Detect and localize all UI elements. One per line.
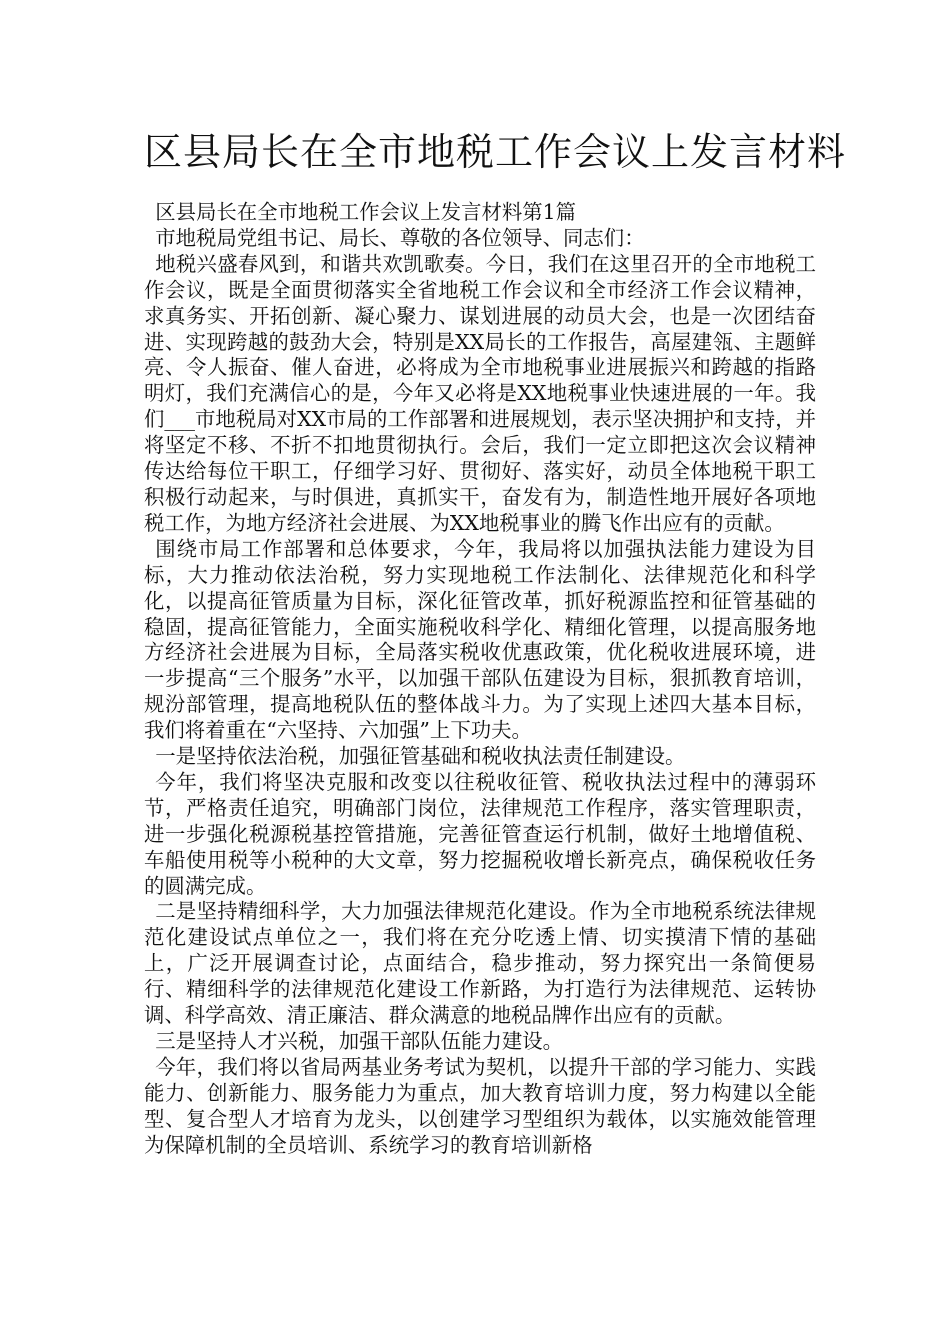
paragraph-goals: 围绕市局工作部署和总体要求，今年，我局将以加强执法能力建设为目标，大力推动依法治税，努力实现地税工作法制化、法律规范化和科学化，以提高征管质量为目标，深化征管改革，抓好税源监控和征管基础的稳固，提高征管能力，全面实施税收科学化、精细化管理，以提高服务地方经济社会进展为目标，全局落实税收优惠政策，优化税收进展环境，进一步提高“三个服务”水平，以加强干部队伍建设为目标，狠抓教育培训，规汾部管理，提高地税队伍的整体战斗力。为了实现上述四大基本目标，我们将着重在“六坚持、六加强”上下功夫。: [144, 536, 816, 743]
paragraph-salutation: 市地税局党组书记、局长、尊敬的各位领导、同志们：: [155, 225, 645, 250]
paragraph-point-three-heading: 三是坚持人才兴税，加强干部队伍能力建设。: [155, 1029, 564, 1053]
paragraph-opening: 地税兴盛春风到，和谐共欢凯歌奏。今日，我们在这里召开的全市地税工作会议，既是全面贯彻落实全省地税工作会议和全市经济工作会议精神，求真务实、开拓创新、凝心聚力、谋划进展的动员大会，也是一次团结奋进、实现跨越的鼓劲大会，特别是XX局长的工作报告，高屋建瓴、主题鲜亮、令人振奋、催人奋进，必将成为全市地税事业进展振兴和跨越的指路明灯，我们充满信心的是，今年又必将是XX地税事业快速进展的一年。我们___市地税局对XX市局的工作部署和进展规划，表示坚决拥护和支持，并将坚定不移、不折不扣地贯彻执行。会后，我们一定立即把这次会议精神传达给每位干职工，仔细学习好、贯彻好、落实好，动员全体地税干职工积极行动起来，与时俱进，真抓实干，奋发有为，制造性地开展好各项地税工作，为地方经济社会进展、为XX地税事业的腾飞作出应有的贡献。: [144, 251, 816, 535]
document-title: 区县局长在全市地税工作会议上发言材料: [144, 130, 847, 174]
paragraph-point-one-body: 今年，我们将坚决克服和改变以往税收征管、税收执法过程中的薄弱环节，严格责任追究，明确部门岗位，法律规范工作程序，落实管理职责，进一步强化税源税基控管措施，完善征管查运行机制，做好土地增值税、车船使用税等小税种的大文章，努力挖掘税收增长新亮点，确保税收任务的圆满完成。: [144, 769, 816, 898]
paragraph-point-three-body: 今年，我们将以省局两基业务考试为契机，以提升干部的学习能力、实践能力、创新能力、服务能力为重点，加大教育培训力度，努力构建以全能型、复合型人才培育为龙头，以创建学习型组织为载体，以实施效能管理为保障机制的全员培训、系统学习的教育培训新格: [144, 1054, 816, 1157]
document-body: [144, 200, 816, 1159]
paragraph-point-one-heading: 一是坚持依法治税，加强征管基础和税收执法责任制建设。: [155, 744, 686, 769]
paragraph-section-heading: 区县局长在全市地税工作会议上发言材料第1篇: [155, 200, 577, 224]
paragraph-point-two: 二是坚持精细科学，大力加强法律规范化建设。作为全市地税系统法律规范化建设试点单位之一，我们将在充分吃透上情、切实摸清下情的基础上，广泛开展调查讨论，点面结合，稳步推动，努力探究出一条简便易行、精细科学的法律规范化建设工作新路，为打造行为法律规范、运转协调、科学高效、清正廉洁、群众满意的地税品牌作出应有的贡献。: [144, 899, 816, 1028]
